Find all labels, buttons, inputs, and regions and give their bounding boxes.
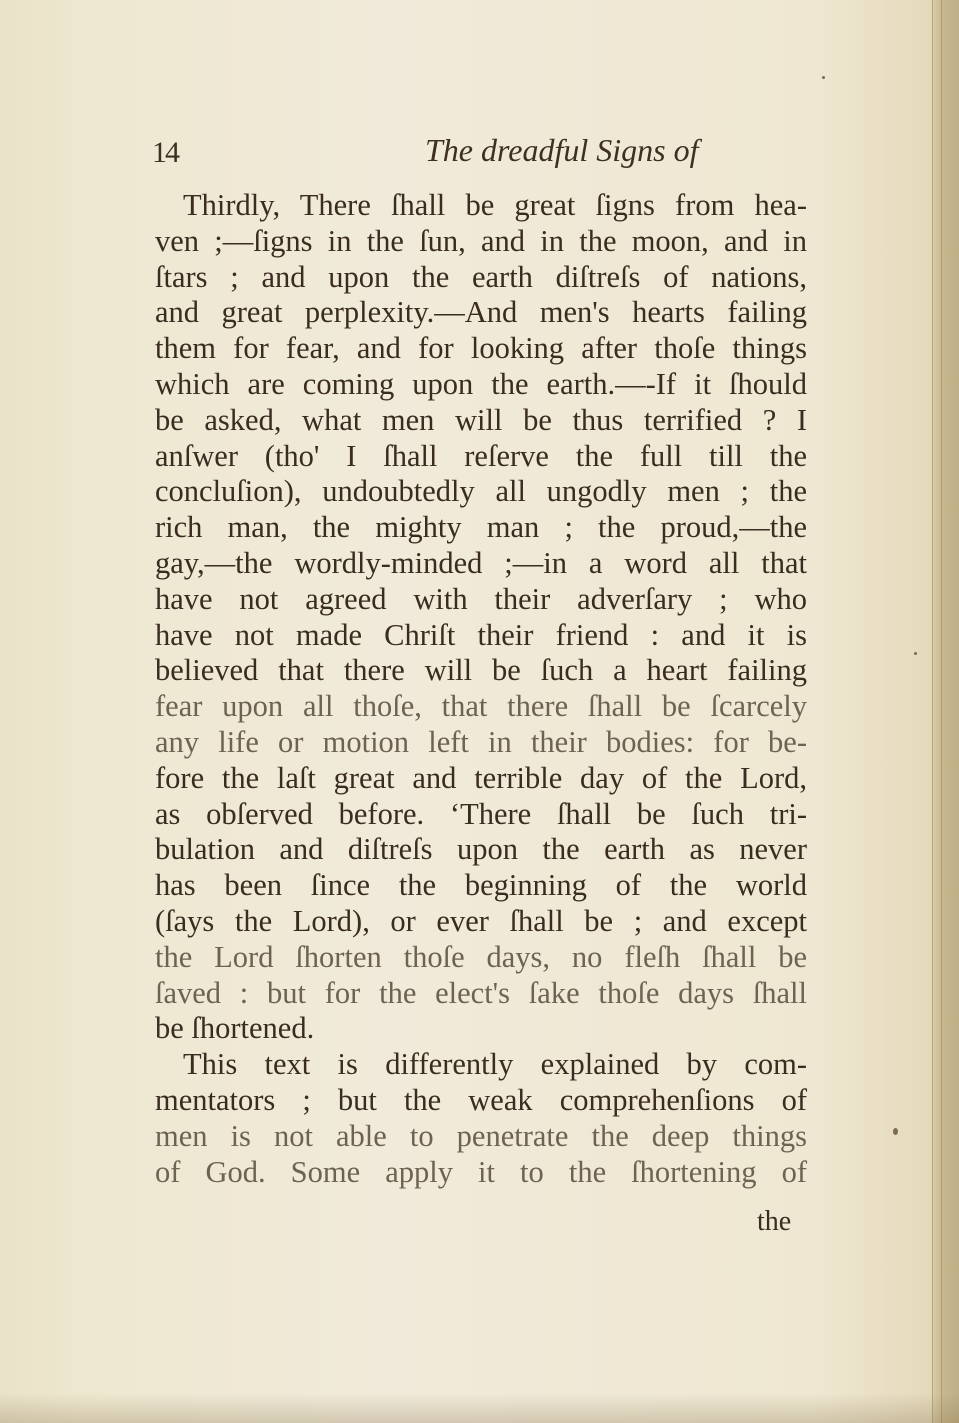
text-line: any life or motion left in their bodies: for be- (155, 724, 807, 759)
text-line: of God. Some apply it to the ſhortening of (155, 1154, 807, 1189)
text-line: have not made Chriſt their friend : and it is (155, 617, 807, 652)
text-line: be ſhortened. (155, 1011, 315, 1046)
text-line: rich man, the mighty man ; the proud,—the (155, 510, 807, 545)
text-line: fear upon all thoſe, that there ſhall be ſcarcely (155, 689, 807, 724)
text-line: bulation and diſtreſs upon the earth as never (155, 832, 807, 867)
page-fore-edge (932, 0, 959, 1423)
text-line: This text is differently explained by com- (183, 1047, 807, 1082)
text-line: be asked, what men will be thus terrified ? I (155, 402, 807, 437)
paper-speck (914, 652, 917, 655)
text-line: mentators ; but the weak comprehenſions of (155, 1082, 807, 1117)
text-line: (ſays the Lord), or ever ſhall be ; and except (155, 903, 807, 938)
text-line: gay,—the wordly-minded ;—in a word all that (155, 545, 807, 580)
text-line: has been ſince the beginning of the world (155, 868, 807, 903)
text-line: have not agreed with their adverſary ; who (155, 581, 807, 616)
text-line: anſwer (tho' I ſhall reſerve the full till the (155, 438, 807, 473)
text-line: believed that there will be ſuch a heart failing (155, 653, 807, 688)
page-header (150, 128, 890, 176)
text-line: and great perplexity.—And men's hearts failing (155, 295, 807, 330)
paper-speck (893, 1128, 898, 1135)
text-line: fore the laſt great and terrible day of the Lord, (155, 760, 807, 795)
text-line: which are coming upon the earth.—-If it ſhould (155, 366, 807, 401)
running-head: The dreadful Signs of (425, 132, 699, 168)
text-line: Thirdly, There ſhall be great ſigns from hea- (183, 188, 807, 222)
text-line: ſaved : but for the elect's ſake thoſe days ſhall (155, 975, 807, 1010)
catchword: the (757, 1206, 792, 1237)
paper-speck (822, 76, 825, 79)
body-text (155, 188, 807, 1190)
text-line: concluſion), undoubtedly all ungodly men ; the (155, 474, 807, 509)
text-line: as obſerved before. ‘There ſhall be ſuch tri- (155, 796, 807, 831)
text-line: the Lord ſhorten thoſe days, no fleſh ſhall be (155, 939, 807, 974)
text-line: them for fear, and for looking after thoſe things (155, 331, 807, 366)
text-line: ven ;—ſigns in the ſun, and in the moon, and in (155, 223, 807, 258)
book-page (70, 0, 932, 1423)
text-line: ſtars ; and upon the earth diſtreſs of nations, (155, 259, 807, 294)
page-number: 14 (152, 136, 178, 169)
text-line: men is not able to penetrate the deep things (155, 1118, 807, 1153)
